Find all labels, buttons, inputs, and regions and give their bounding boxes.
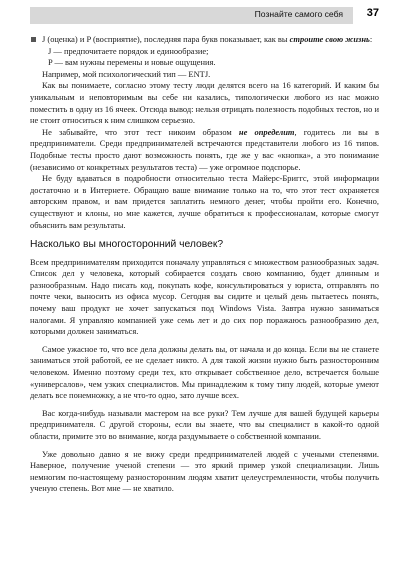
sub-item: P — вам нужны перемены и новые ощущения. xyxy=(48,57,216,68)
paragraph-text: Не забывайте, что этот тест никоим образом xyxy=(42,126,239,137)
paragraph-myers-briggs: Не буду вдаваться в подробности относительно теста Майерс-Бриггс, этой информации достаточно и в Интернете. Обращаю ваше внимание только на то, что этот тест охраняется авторским правом, и вам придется заплатить немного денег, чтобы пройти его. Конечно, существуют и клоны, но мне кажется, лучше обратиться к профессионалам, которые смогут объяснить вам результаты. xyxy=(30,173,379,230)
bullet-text: J (оценка) и P (восприятие), последняя пара букв показывает, как вы xyxy=(42,34,290,44)
chapter-title: Познайте самого себя xyxy=(254,9,343,19)
paragraph-generalists: Самое ужасное то, что все дела должны делать вы, от начала и до конца. Если вы не станете заниматься этой работой, ее не сделает никто. А для такой жизни нужно быть разносторонним человеком. Именно поэтому среди тех, кто открывает собственное дело, встречается больше «универсалов», чем узких специалистов. Мы принадлежим к тому типу людей, которые умеют делать все понемножку, а не что-то одно, зато лучше всех. xyxy=(30,343,379,401)
bullet-emphasis: строите свою жизнь xyxy=(289,34,370,44)
paragraph-test-limits xyxy=(30,127,379,173)
type-example: Например, мой психологический тип — ENTJ. xyxy=(42,68,211,79)
paragraph-tasks: Всем предпринимателям приходится поначалу управляться с множеством разнообразных задач. Список дел у человека, который собирается создать свою компанию, будет длинным и разнообразным. Надо писать код, покупать кофе, консультироваться у юриста, отправлять по почте чеки, выносить из офиса мусор. Сегодня вы сидите и целый день пытаетесь понять, почему ваш продукт не хочет запускаться под Windows Vista. Завтра нужно заниматься налогами. Я управляю компанией уже семь лет и до сих пор поражаюсь разнообразию дел, которыми должен заниматься. xyxy=(30,256,379,337)
section-heading: Насколько вы многосторонний человек? xyxy=(30,239,224,251)
page-number: 37 xyxy=(366,7,379,19)
paragraph-text: , годитесь ли вы в предприниматели. Среди предпринимателей встречаются представители любого из 16 типов. Подобные тесты просто дают возможность понять, где же у вас «кнопка», а это понимание (независимо от конкретных результатов теста) — уже огромное подспорье. xyxy=(30,126,379,172)
paragraph-degrees: Уже довольно давно я не вижу среди предпринимателей людей с учеными степенями. Наверное, получение ученой степени — это яркий пример узкой специализации. Лишь немногим по-настоящему разносторонним людям хватит целеустремленности, чтобы получить ученую степень. Вот мне — не хватило. xyxy=(30,448,379,494)
bullet-suffix: : xyxy=(369,34,373,44)
sub-item: J — предпочитаете порядок и единообразие; xyxy=(48,45,209,56)
bullet-item xyxy=(30,34,379,46)
paragraph-categories: Как вы понимаете, согласно этому тесту люди делятся всего на 16 категорий. И каким бы уникальным и неповторимым вы себе ни казались, типологически любого из нас можно поместить в одну из 16 ячеек. Отсюда вывод: нельзя отрицать полезность подобных тестов, но и не стоит относиться к ним слишком серьезно. xyxy=(30,80,379,126)
running-header xyxy=(30,7,379,24)
page-body xyxy=(30,34,379,495)
bullet-square-icon xyxy=(31,37,36,42)
paragraph-jack-of-all-trades: Вас когда-нибудь называли мастером на все руки? Тем лучше для вашей будущей карьеры предпринимателя. С другой стороны, если вы знаете, что вы специалист в какой-то одной области, примите это во внимание, когда раздумываете о собственной компании. xyxy=(30,407,379,441)
paragraph-emphasis: не определит xyxy=(238,126,295,137)
